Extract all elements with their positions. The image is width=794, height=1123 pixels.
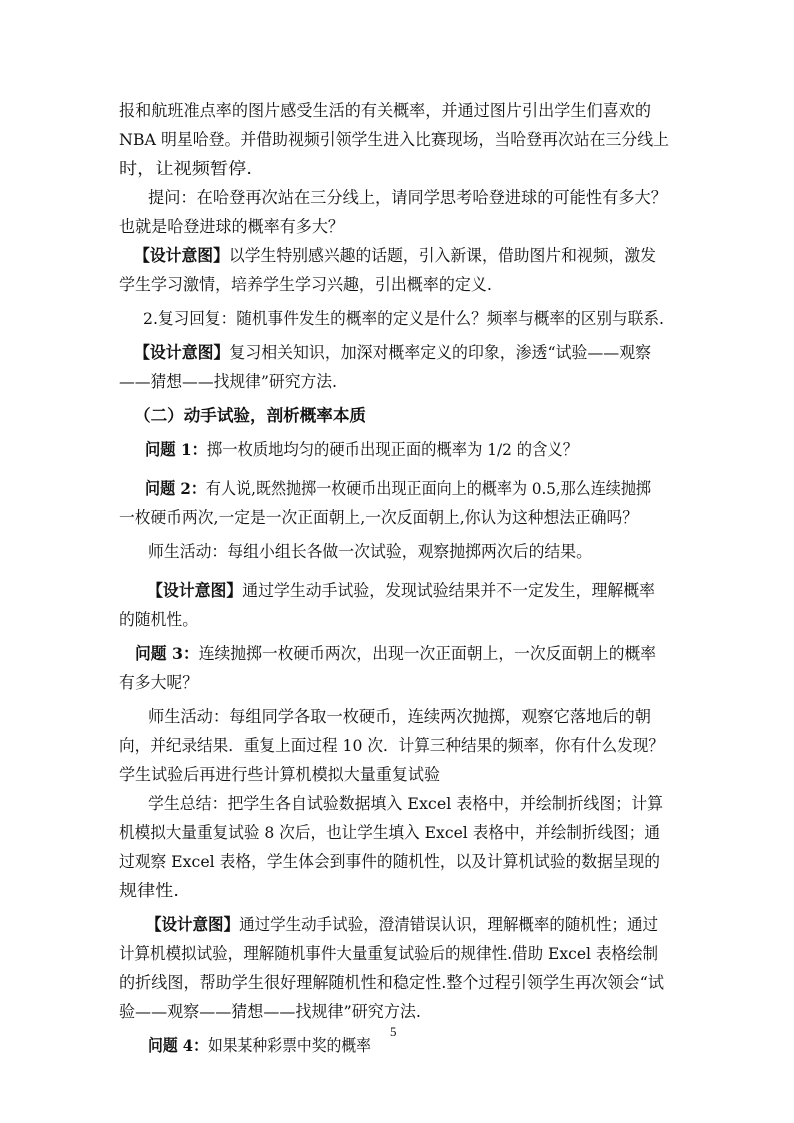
text-line-content (119, 126, 669, 154)
text-line (0, 606, 794, 634)
text-line-content (148, 538, 592, 566)
text-line (0, 732, 794, 760)
body-text: 有多大呢？ (119, 673, 198, 692)
text-line-content (148, 703, 651, 731)
body-text: 掷一枚质地均匀的硬币出现正面的概率为 1/2 的含义？ (206, 440, 579, 459)
text-line (0, 305, 794, 333)
text-line-content (119, 271, 492, 299)
text-line (0, 577, 794, 605)
body-text: 规律性. (119, 881, 179, 900)
text-line (0, 911, 794, 939)
text-line-content (119, 969, 664, 997)
text-line-content (119, 606, 198, 634)
bold-heading-text: 【设计意图】 (147, 581, 243, 600)
text-line (0, 761, 794, 789)
text-line-content (134, 242, 656, 270)
text-line-content (119, 732, 664, 760)
body-text: 以学生特别感兴趣的话题，引入新课，借助图片和视频，激发 (228, 246, 656, 265)
body-text: 复习相关知识，加深对概率定义的印象，渗透“试验——观察 (229, 343, 651, 362)
text-line-content (119, 848, 660, 876)
text-line-content (148, 184, 667, 212)
text-line-content (145, 436, 578, 464)
text-line (0, 213, 794, 241)
text-line-content (119, 368, 337, 396)
text-line-content (148, 790, 663, 818)
body-text: 过观察 Excel 表格，学生体会到事件的随机性，以及计算机试验的数据呈现的 (119, 852, 660, 871)
text-line (0, 155, 794, 183)
body-text: 有人说,既然抛掷一枚硬币出现正面向上的概率为 0.5,那么连续抛掷 (205, 479, 651, 498)
text-line-content (147, 577, 655, 605)
body-text: 提问：在哈登再次站在三分线上，请同学思考哈登进球的可能性有多大？ (148, 188, 667, 207)
text-line-content (134, 339, 651, 367)
bold-heading-text: 问题 3： (135, 644, 199, 663)
body-text: 学生学习激情，培养学生学习兴趣，引出概率的定义. (119, 275, 492, 294)
text-line (0, 1032, 794, 1060)
body-text: 的折线图，帮助学生很好理解随机性和稳定性.整个过程引领学生再次领会“试 (119, 973, 664, 992)
text-line-content (135, 640, 656, 668)
text-line (0, 504, 794, 532)
body-text: 时，让视频暂停. (119, 159, 252, 178)
bold-heading-text: （二）动手试验，剖析概率本质 (134, 406, 366, 425)
text-line (0, 184, 794, 212)
bold-heading-text: 【设计意图】 (134, 343, 230, 362)
text-line (0, 703, 794, 731)
body-text: 通过学生动手试验，澄清错误认识，理解概率的随机性；通过 (239, 915, 658, 934)
text-line (0, 538, 794, 566)
text-line-content (119, 155, 252, 183)
body-text: 学生试验后再进行些计算机模拟大量重复试验 (119, 765, 440, 784)
bold-heading-text: 问题 2： (145, 479, 206, 498)
text-line-content (119, 998, 421, 1026)
text-line-content (119, 761, 440, 789)
text-line (0, 669, 794, 697)
text-line-content (148, 1032, 371, 1060)
text-line-content (146, 911, 658, 939)
text-line (0, 339, 794, 367)
body-text: 师生活动：每组同学各取一枚硬币，连续两次抛掷，观察它落地后的朝 (148, 707, 651, 726)
body-text: ——猜想——找规律”研究方法. (119, 372, 337, 391)
text-line (0, 819, 794, 847)
body-text: 一枚硬币两次,一定是一次正面朝上,一次反面朝上,你认为这种想法正确吗？ (119, 508, 638, 527)
text-line (0, 436, 794, 464)
text-line (0, 126, 794, 154)
text-line (0, 97, 794, 125)
text-line-content (119, 504, 638, 532)
body-text: 如果某种彩票中奖的概率 (207, 1036, 371, 1055)
text-line (0, 998, 794, 1026)
bold-heading-text: 问题 1： (145, 440, 207, 459)
body-text: 师生活动：每组小组长各做一次试验，观察抛掷两次后的结果。 (148, 542, 592, 561)
bold-heading-text: 问题 4： (148, 1036, 208, 1055)
body-text: 通过学生动手试验，发现试验结果并不一定发生，理解概率 (242, 581, 655, 600)
body-text: 计算机模拟试验，理解随机事件大量重复试验后的规律性.借助 Excel 表格绘制 (119, 944, 658, 963)
text-line (0, 790, 794, 818)
text-line (0, 848, 794, 876)
text-line-content (143, 305, 664, 333)
body-text: 验——观察——猜想——找规律”研究方法. (119, 1002, 421, 1021)
text-line-content (134, 402, 366, 430)
text-line-content (119, 940, 658, 968)
text-line-content (119, 669, 198, 697)
body-text: 也就是哈登进球的概率有多大？ (119, 217, 344, 236)
text-line (0, 877, 794, 905)
body-text: 报和航班准点率的图片感受生活的有关概率，并通过图片引出学生们喜欢的 (119, 101, 651, 120)
text-line-content (119, 97, 651, 125)
text-line-content (119, 877, 179, 905)
text-line (0, 402, 794, 430)
text-line-content (119, 213, 344, 241)
text-line (0, 271, 794, 299)
text-line (0, 475, 794, 503)
body-text: 的随机性。 (119, 610, 198, 629)
page-number: 5 (390, 1024, 397, 1039)
text-line (0, 640, 794, 668)
body-text: 机模拟大量重复试验 8 次后，也让学生填入 Excel 表格中，并绘制折线图；通 (119, 823, 660, 842)
body-text: NBA 明星哈登。并借助视频引领学生进入比赛现场，当哈登再次站在三分线上 (119, 130, 669, 149)
text-line (0, 940, 794, 968)
text-line-content (145, 475, 651, 503)
body-text: 2.复习回复：随机事件发生的概率的定义是什么？频率与概率的区别与联系. (143, 309, 664, 328)
bold-heading-text: 【设计意图】 (134, 246, 229, 265)
text-line-content (119, 819, 660, 847)
body-text: 向，并纪录结果．重复上面过程 10 次．计算三种结果的频率，你有什么发现？ (119, 736, 664, 755)
text-line (0, 368, 794, 396)
body-text: 连续抛掷一枚硬币两次，出现一次正面朝上，一次反面朝上的概率 (198, 644, 656, 663)
body-text: 学生总结：把学生各自试验数据填入 Excel 表格中，并绘制折线图；计算 (148, 794, 663, 813)
text-line (0, 969, 794, 997)
bold-heading-text: 【设计意图】 (146, 915, 240, 934)
text-line (0, 242, 794, 270)
